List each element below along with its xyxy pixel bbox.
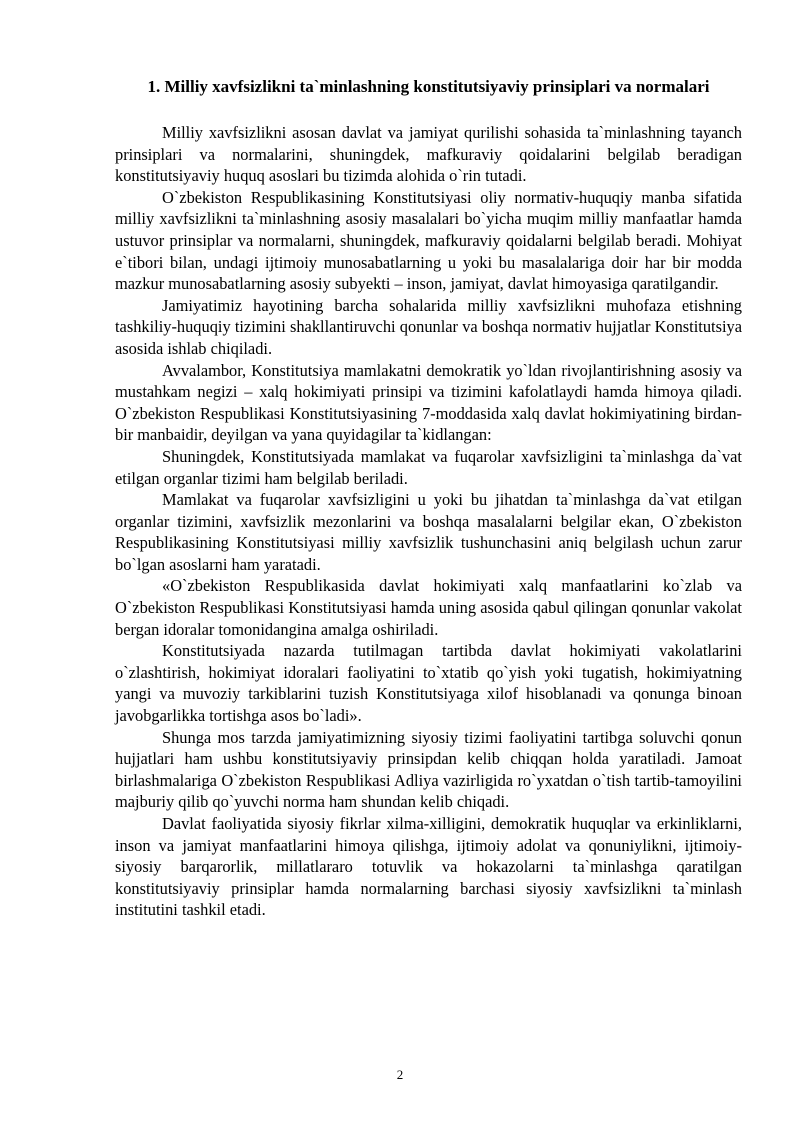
paragraph: «O`zbekiston Respublikasida davlat hokimiyati xalq manfaatlarini ko`zlab va O`zbekiston Respublikasi Konstitutsiyasi hamda uning asosida qabul qilingan qonunlar vakolat bergan idoralar tomonidangina amalga oshiriladi. [115, 576, 742, 639]
paragraph: Davlat faoliyatida siyosiy fikrlar xilma-xilligini, demokratik huquqlar va erkinliklarni, inson va jamiyat manfaatlarini himoya qilishga, ijtimoiy adolat va qonuniylikni, ijtimoiy-siyosiy barqarorlik, millatlararo totuvlik va hokazolarni ta`minlashga qaratilgan konstitutsiyaviy prinsiplar hamda normalarning barchasi siyosiy xavfsizlikni ta`minlash institutini tashkil etadi. [115, 814, 742, 920]
paragraph: Avvalambor, Konstitutsiya mamlakatni demokratik yo`ldan rivojlantirishning asosiy va mustahkam negizi – xalq hokimiyati prinsipi va tizimini kafolatlaydi hamda himoya qiladi. O`zbekiston Respublikasi Konstitutsiyasining 7-moddasida xalq davlat hokimiyatining birdan-bir manbaidir, deyilgan va yana quyidagilar ta`kidlangan: [115, 360, 742, 445]
page-number: 2 [396, 1067, 404, 1082]
paragraph: Konstitutsiyada nazarda tutilmagan tartibda davlat hokimiyati vakolatlarini o`zlashtirish, hokimiyat idoralari faoliyatini to`xtatib qo`yish yoki tugatish, hokimiyatning yangi va muvoziy tarkiblarini tuzish Konstitutsiyaga xilof hisoblanadi va qonunga binoan javobgarlikka tortishga asos bo`ladi». [115, 641, 742, 726]
paragraph: Jamiyatimiz hayotining barcha sohalarida milliy xavfsizlikni muhofaza etishning tashkiliy-huquqiy tizimini shakllantiruvchi qonunlar va boshqa normativ hujjatlar Konstitutsiya asosida ishlab chiqiladi. [115, 295, 742, 358]
paragraph: Milliy xavfsizlikni asosan davlat va jamiyat qurilishi sohasida ta`minlashning tayanch prinsiplari va normalarini, shuningdek, mafkuraviy qoidalarini belgilab beradigan konstitutsiyaviy huquq asoslari bu tizimda alohida o`rin tutadi. [115, 123, 742, 186]
paragraph: Mamlakat va fuqarolar xavfsizligini u yoki bu jihatdan ta`minlashga da`vat etilgan organlar tizimini, xavfsizlik mezonlarini va boshqa masalalarni belgilar ekan, O`zbekiston Respublikasining Konstitutsiyasi milliy xavfsizlik tushunchasini aniq belgilash uchun zarur bo`lgan asoslarni ham yaratadi. [115, 490, 742, 574]
paragraph: Shuningdek, Konstitutsiyada mamlakat va fuqarolar xavfsizligini ta`minlashga da`vat etilgan organlar tizimi ham belgilab beriladi. [115, 446, 742, 488]
paragraph: O`zbekiston Respublikasining Konstitutsiyasi oliy normativ-huquqiy manba sifatida milliy xavfsizlikni ta`minlashning asosiy masalalari bo`yicha muqim milliy manfaatlar hamda ustuvor prinsiplar va normalarni, shuningdek, mafkuraviy qoidalarni belgilab beradi. Mohiyat e`tibori bilan, undagi ijtimoiy munosabatlarning u yoki bu masalalariga doir har bir modda mazkur munosabatlarning asosiy subyekti – inson, jamiyat, davlat himoyasiga qaratilgandir. [115, 187, 742, 294]
section-title: 1. Milliy xavfsizlikni ta`minlashning konstitutsiyaviy prinsiplari va normalari [147, 77, 710, 96]
document-page [115, 74, 742, 921]
paragraph: Shunga mos tarzda jamiyatimizning siyosiy tizimi faoliyatini tartibga soluvchi qonun hujjatlari ham ushbu konstitutsiyaviy prinsipdan kelib chiqqan holda yaratiladi. Jamoat birlashmalariga O`zbekiston Respublikasi Adliya vazirligida ro`yxatdan o`tish tartib-tamoyilini majburiy qilib qo`yuvchi norma ham shundan kelib chiqadi. [115, 727, 742, 812]
